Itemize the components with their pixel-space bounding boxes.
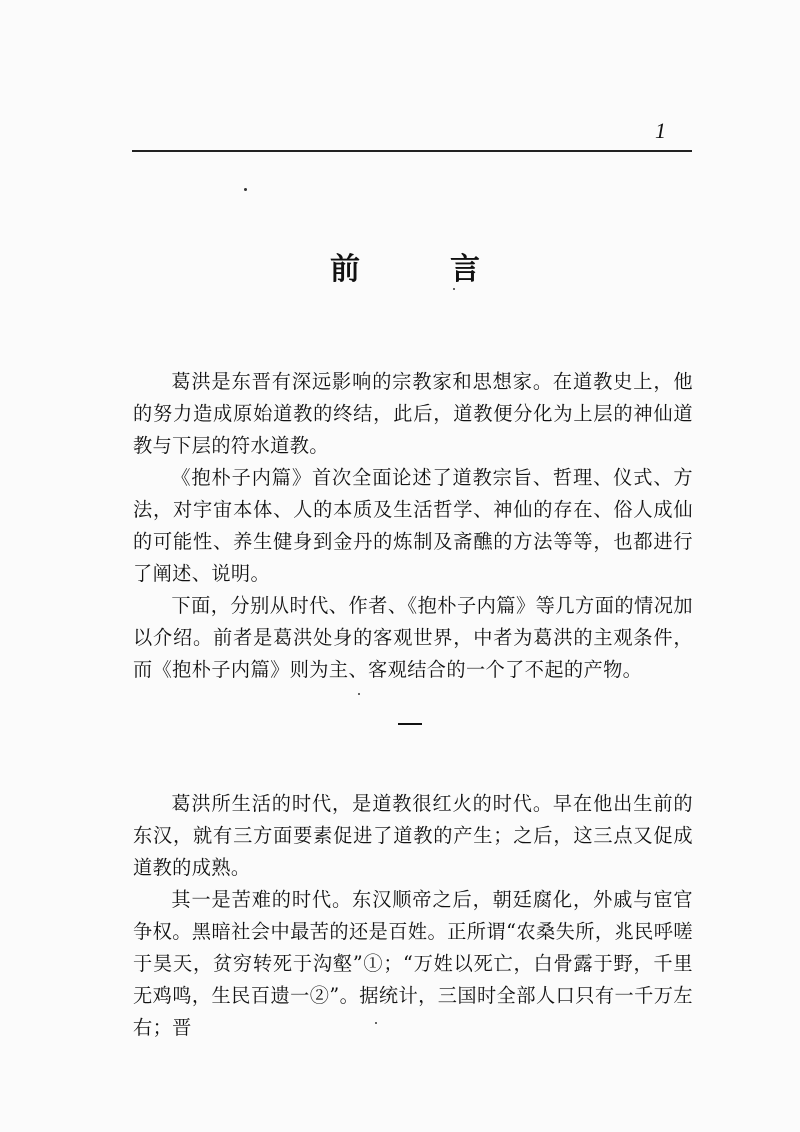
page-title [330,244,480,288]
speck [358,693,360,695]
title-char: 前 [330,252,360,287]
paragraph: 《抱朴子内篇》首次全面论述了道教宗旨、哲理、仪式、方法，对宇宙本体、人的本质及生活哲学、神仙的存在、俗人成仙的可能性、养生健身到金丹的炼制及斋醮的方法等等，也都进行了阐述、说明。 [133,466,693,585]
title-char: 言 [450,252,480,287]
preface-body [133,366,693,686]
header-rule [132,150,692,152]
speck [453,288,455,290]
paragraph: 葛洪所生活的时代，是道教很红火的时代。早在他出生前的东汉，就有三方面要素促进了道教的产生；之后，这三点又促成道教的成熟。 [133,792,693,879]
speck [244,188,247,191]
paragraph: 下面，分别从时代、作者、《抱朴子内篇》等几方面的情况加以介绍。前者是葛洪处身的客观世界，中者为葛洪的主观条件，而《抱朴子内篇》则为主、客观结合的一个了不起的产物。 [133,594,693,681]
paragraph: 其一是苦难的时代。东汉顺帝之后，朝廷腐化，外戚与宦官争权。黑暗社会中最苦的还是百姓。正所谓“农桑失所，兆民呼嗟于昊天，贫穷转死于沟壑”①；“万姓以死亡，白骨露于野，千里无鸡鸣，生民百遗一②”。据统计，三国时全部人口只有一千万左右；晋 [133,888,693,1039]
paragraph: 葛洪是东晋有深远影响的宗教家和思想家。在道教史上，他的努力造成原始道教的终结，此后，道教便分化为上层的神仙道教与下层的符水道教。 [133,370,693,457]
page-number: 1 [655,118,666,143]
section-marker [398,723,422,725]
section-one-body [133,788,693,1044]
